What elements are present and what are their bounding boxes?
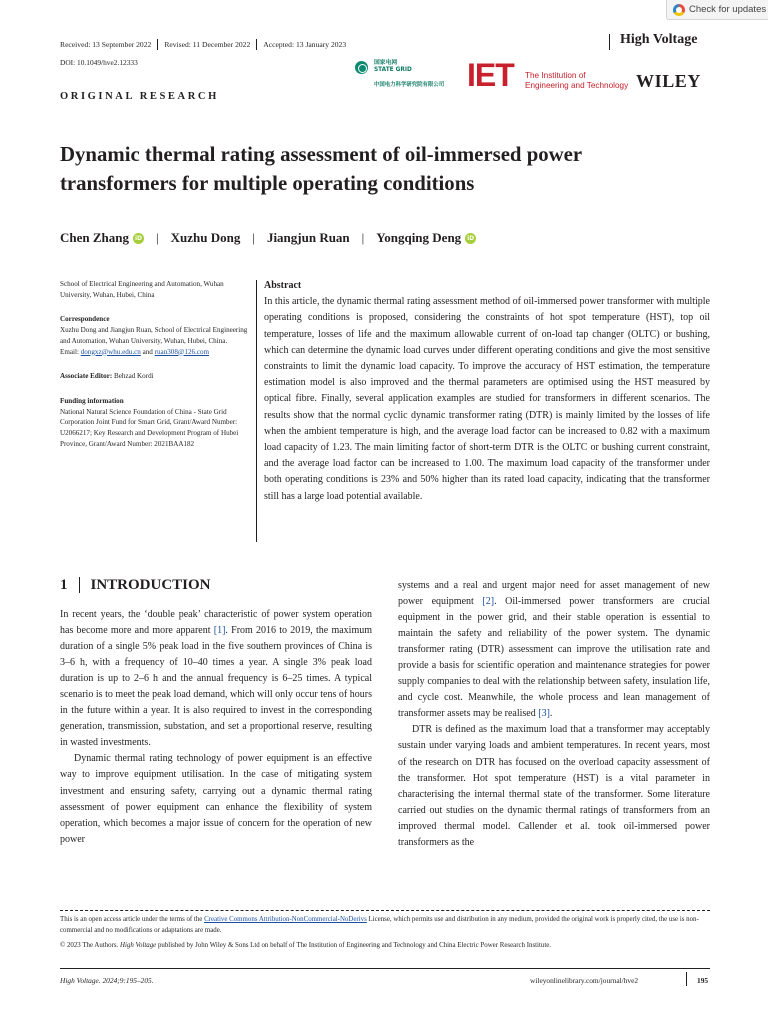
journal-name: High Voltage bbox=[620, 32, 698, 47]
state-grid-en: STATE GRID bbox=[374, 66, 412, 73]
text-run: systems and a real and urgent major need for asset management of new power equipment bbox=[398, 580, 710, 608]
text-run: © 2023 The Authors. bbox=[60, 942, 121, 949]
author-name: Chen Zhang bbox=[60, 230, 129, 245]
article-title: Dynamic thermal rating assessment of oil-immersed power transformers for multiple operating conditions bbox=[60, 143, 582, 195]
page-number: 195 bbox=[697, 976, 709, 985]
correspondence bbox=[60, 314, 250, 357]
author-separator: | bbox=[156, 230, 159, 245]
author-separator: | bbox=[252, 230, 255, 245]
abstract-text: In this article, the dynamic thermal rating assessment method of oil-immersed power transformer with multiple operating conditions is proposed, considering the constraints of hot spot temperature (HST), top oil temperature, losses of life and the maximum allowable current of on-load tap changer (OLTC) or bushing, which can determine the dynamic load curves under different operating conditions and give the most sensitive constraints to limit the dynamic load capacity. To improve the accuracy of HST estimation, the temperature estimation model is also improved and the thermal parameters are optimised using the HST measured by optical fibre. Finally, several application examples are studied for transformers in different scenarios. The results show that the normal cyclic dynamic transformer rating (DTR) is mainly limited by the losses of life when the ambient temperature is high, and the average load factor can be increased to 0.82 with a maximum load capacity of 1.23. The main limiting factor of short-term DTR is the OLTC or bushing current constraint, and the average load factor can be increased to 1.00. The maximum load capacity of the transformer under both operating conditions is 23% and 50% higher than its rated load capacity, indicating that the transformer still has a large load potential available. bbox=[264, 296, 710, 502]
check-for-updates-label: Check for updates bbox=[689, 4, 767, 15]
section-heading bbox=[60, 575, 211, 595]
email-link[interactable]: dongxz@whu.edu.cn bbox=[80, 347, 141, 356]
revised-date: Revised: 11 December 2022 bbox=[157, 39, 256, 50]
received-date: Received: 13 September 2022 bbox=[60, 39, 152, 49]
correspondence-text: Xuzhu Dong and Jiangjun Ruan, School of Electrical Engineering and Automation, Wuhan University, Wuhan, Hubei, China. bbox=[60, 326, 248, 345]
author-name: Xuzhu Dong bbox=[170, 230, 241, 245]
text-run: In recent years, the ‘double peak’ characteristic of power system operation has become more and more apparent bbox=[60, 609, 372, 637]
journal-url[interactable]: wileyonlinelibrary.com/journal/hve2 bbox=[530, 976, 639, 985]
doi[interactable]: DOI: 10.1049/hve2.12333 bbox=[60, 58, 138, 67]
crossmark-icon bbox=[673, 4, 685, 16]
associate-editor bbox=[60, 371, 250, 382]
author-separator: | bbox=[361, 230, 365, 245]
text-run: . bbox=[549, 708, 553, 720]
paragraph bbox=[398, 578, 710, 722]
iet-logo: IET bbox=[467, 57, 514, 93]
citation-link[interactable]: [3] bbox=[538, 708, 550, 720]
body-column-left bbox=[60, 607, 372, 848]
email-line bbox=[60, 347, 250, 358]
body-column-right bbox=[398, 578, 710, 851]
iet-name bbox=[525, 71, 628, 90]
author-list bbox=[60, 229, 476, 247]
footnote-divider bbox=[60, 910, 710, 911]
email-label: Email: bbox=[60, 347, 79, 356]
header-divider bbox=[609, 34, 610, 50]
state-grid-cn: 国家电网 bbox=[374, 60, 398, 66]
article-dates bbox=[60, 38, 352, 50]
abstract bbox=[264, 278, 710, 505]
email-link[interactable]: ruan308@126.com bbox=[154, 347, 210, 356]
funding-label: Funding information bbox=[60, 396, 124, 405]
iet-name-line1: The Institution of bbox=[525, 71, 586, 80]
cepri-name: 中国电力科学研究院有限公司 bbox=[374, 82, 445, 88]
affiliation: School of Electrical Engineering and Automation, Wuhan University, Wuhan, Hubei, China bbox=[60, 280, 224, 299]
author[interactable] bbox=[60, 230, 144, 246]
section-title: INTRODUCTION bbox=[90, 576, 211, 593]
correspondence-label: Correspondence bbox=[60, 315, 110, 324]
author-name: Jiangjun Ruan bbox=[266, 230, 350, 245]
author[interactable] bbox=[171, 230, 241, 246]
funding-text: National Natural Science Foundation of China - State Grid Corporation Joint Fund for Smart Grid, Grant/Award Number: U2066217; Key Research and Development Program of Hubei Province, Grant/Award Number: 2021BAA182 bbox=[60, 407, 239, 448]
associate-editor-label: Associate Editor: bbox=[60, 372, 113, 381]
text-run: . Oil-immersed power transformers are crucial equipment in the power grid, and their stable operation is essential to maintain the safety and reliability of the power system. The dynamic transformer rating (DTR) assessment can improve the utilisation rate and provide a basis for scientific operation and maintenance strategies for power supply companies to deal with the relationship between safety, insulation life, and cycle cost. Meanwhile, the whole process and lean management of transformer assets may be realised bbox=[398, 596, 710, 720]
text-run: This is an open access article under the terms of the bbox=[60, 916, 205, 923]
paragraph: Dynamic thermal rating technology of power equipment is an effective way to improve equipment utilisation. In the case of mitigating system investment and ensuring safety, carrying out a dynamic thermal rating assessment of power equipment can enhance the flexibility of system operation, which becomes a major issue of concern for the operation of new power bbox=[60, 753, 372, 845]
copyright-text bbox=[60, 940, 710, 951]
footer-separator bbox=[686, 972, 687, 986]
wiley-logo: WILEY bbox=[636, 71, 702, 91]
journal-italic: High Voltage bbox=[120, 942, 157, 949]
author[interactable] bbox=[376, 230, 476, 246]
text-run: published by John Wiley & Sons Ltd on behalf of The Institution of Engineering and Technology and China Electric Power Research Institute. bbox=[156, 942, 552, 949]
section-divider bbox=[79, 577, 80, 593]
license-text bbox=[60, 914, 710, 936]
text-run: License, which permits use and distribution in any medium, provided the original work is properly cited, the use is non-commercial and no modifications or adaptations are made. bbox=[60, 916, 699, 934]
citation-info: High Voltage. 2024;9:195–205. bbox=[60, 976, 154, 985]
article-info-sidebar bbox=[60, 279, 250, 463]
state-grid-logo-icon bbox=[355, 61, 368, 74]
license-link[interactable]: Creative Commons Attribution-NonCommercial-NoDerivs bbox=[204, 916, 367, 923]
associate-editor-name: Behzad Kordi bbox=[114, 372, 154, 381]
funding bbox=[60, 396, 250, 450]
check-for-updates-button[interactable] bbox=[666, 0, 768, 20]
email-and: and bbox=[142, 347, 153, 356]
footer-divider bbox=[60, 968, 710, 969]
paragraph bbox=[60, 607, 372, 751]
paragraph: DTR is defined as the maximum load that a transformer may acceptably sustain under varying loads and ambient temperatures. In recent years, most of the research on DTR has focused on the overload capacity assessment of the transformer. Hot spot temperature (HST) is a vital parameter in characterising the internal thermal state of the transformer. Some literature carried out studies on the dynamic thermal ratings of transformers from an improved thermal model. Callender et al. took oil-immersed power transformers as the bbox=[398, 724, 710, 848]
abstract-divider bbox=[256, 280, 257, 542]
citation-link[interactable]: [1] bbox=[213, 625, 226, 637]
section-number: 1 bbox=[60, 576, 68, 593]
orcid-icon[interactable]: iD bbox=[134, 234, 143, 242]
iet-name-line2: Engineering and Technology bbox=[525, 80, 629, 90]
accepted-date: Accepted: 13 January 2023 bbox=[256, 39, 352, 50]
abstract-heading: Abstract bbox=[264, 280, 302, 291]
state-grid-name bbox=[374, 60, 412, 73]
license-footnote bbox=[60, 914, 710, 955]
article-type: ORIGINAL RESEARCH bbox=[60, 91, 219, 102]
orcid-icon[interactable]: iD bbox=[467, 234, 475, 242]
author[interactable] bbox=[267, 230, 350, 246]
text-run: . From 2016 to 2019, the maximum duration of a single 5% peak load in the five southern provinces of China is 3–6 h, with a frequency of 10–40 times a year. A single 3% peak load duration is up to 2–6 h and the annual frequency is 6–25 times. A typical scenario is to meet the peak load demand, which will only occur tens of hours in the future within a year. It is also required to invest in the corresponding generation, transmission, substation, and set a proportional reserve, resulting in wasted investments. bbox=[60, 625, 372, 749]
citation-link[interactable]: [2] bbox=[482, 596, 495, 608]
author-name: Yongqing Deng bbox=[376, 230, 462, 245]
